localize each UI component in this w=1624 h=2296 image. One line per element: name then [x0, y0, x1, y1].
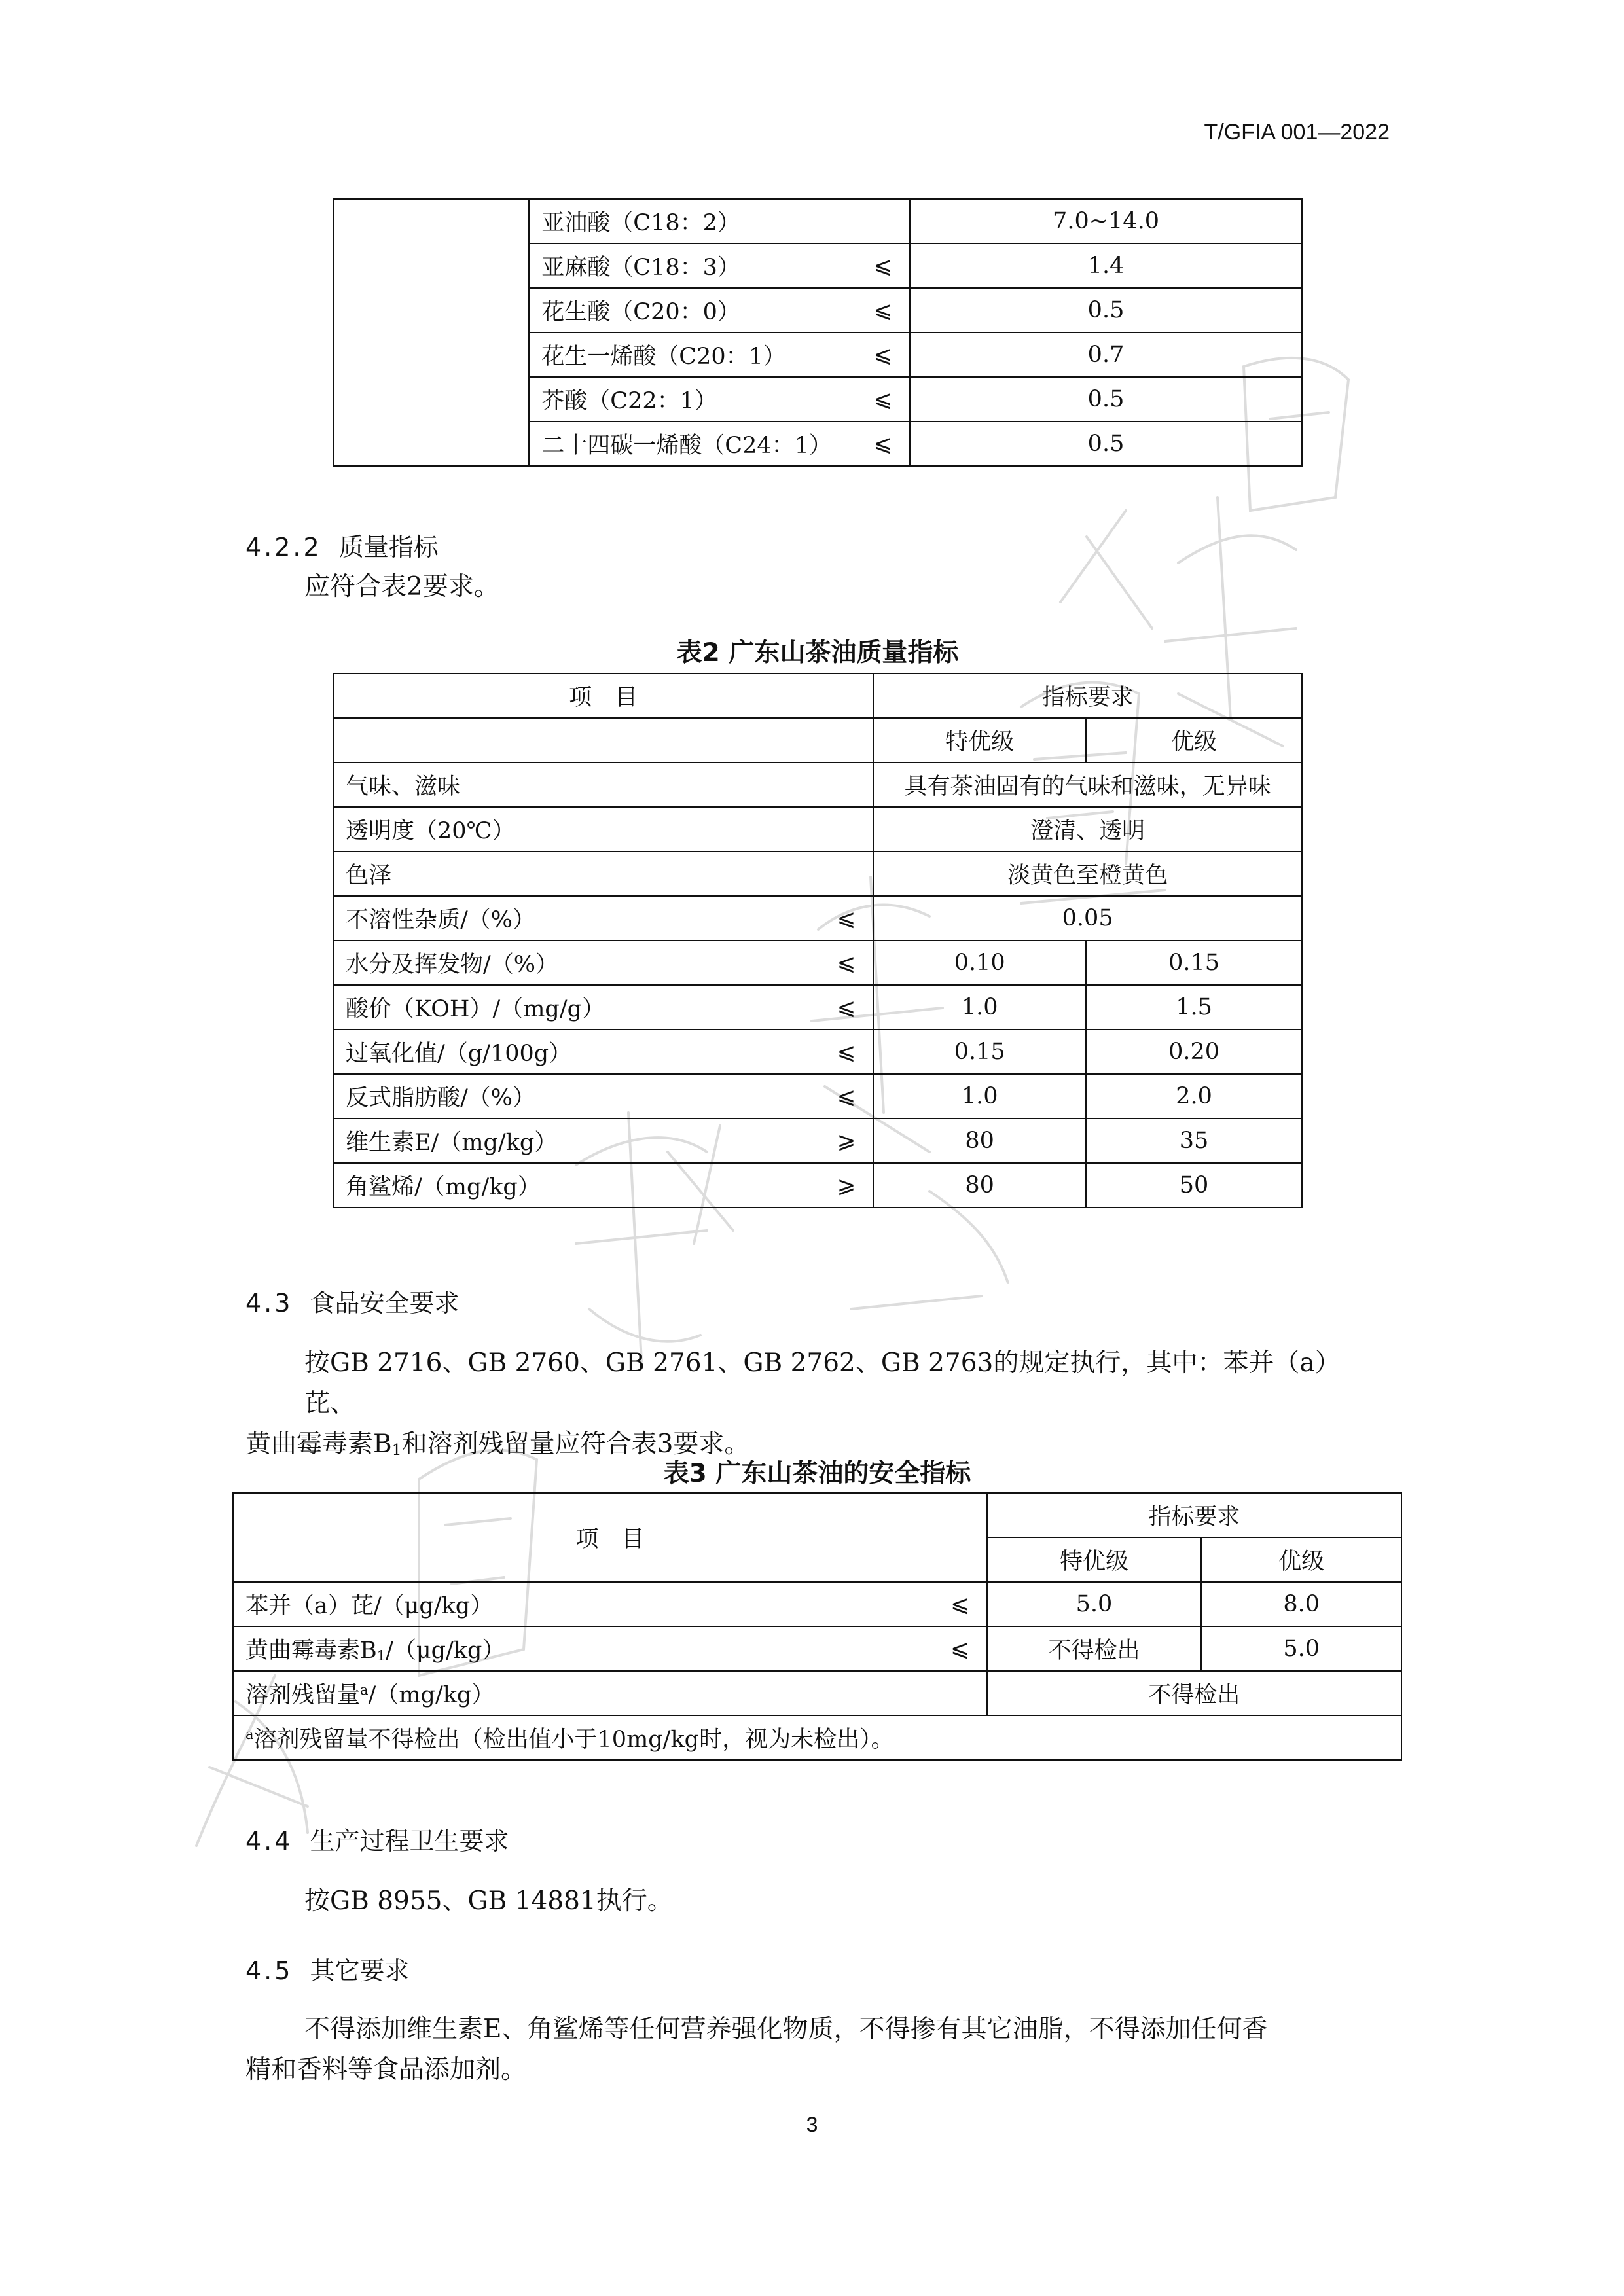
section-heading-4-2-2: 4.2.2 质量指标 — [245, 533, 439, 562]
fatty-acid-name: 亚油酸（C18：2） — [529, 199, 910, 243]
table-footnote-row — [233, 1715, 1401, 1760]
table-row — [333, 1163, 1302, 1208]
quality-value-superior: 2.0 — [1086, 1074, 1302, 1119]
quality-item-name: 色泽 — [333, 852, 873, 896]
header-grade-superior: 优级 — [1201, 1537, 1401, 1582]
fatty-acid-value: 0.5 — [910, 377, 1302, 422]
section-heading-4-4: 4.4 生产过程卫生要求 — [245, 1827, 509, 1856]
quality-item-name: 酸价（KOH）/（mg/g） ⩽ — [333, 985, 873, 1030]
quality-item-name: 角鲨烯/（mg/kg） ⩾ — [333, 1163, 873, 1208]
header-grade-premium: 特优级 — [873, 718, 1086, 762]
header-blank — [333, 718, 873, 762]
section-text-4-5 — [245, 2009, 1384, 2090]
safety-item-name: 黄曲霉毒素$B_1/(\mu g/kg)$ ⩽ — [233, 1626, 987, 1671]
table-row — [333, 807, 1302, 852]
quality-item-name: 水分及挥发物/（%） ⩽ — [333, 941, 873, 985]
header-requirement: 指标要求 — [873, 673, 1302, 718]
quality-value: 淡黄色至橙黄色 — [873, 852, 1302, 896]
fatty-acid-value: 7.0~14.0 — [910, 199, 1302, 243]
quality-value-premium: 0.15 — [873, 1030, 1086, 1074]
table-row — [333, 896, 1302, 941]
section-heading-4-5: 4.5 其它要求 — [245, 1956, 410, 1985]
table2-caption: 表2 广东山茶油质量指标 — [676, 638, 959, 668]
quality-value-superior: 35 — [1086, 1119, 1302, 1163]
section-text-4-3 — [245, 1343, 1384, 1470]
fatty-acid-name: 花生一烯酸（C20：1） ⩽ — [529, 332, 910, 377]
safety-value-premium: 5.0 — [987, 1582, 1202, 1626]
section-text-4-2-2: 应符合表2要求。 — [304, 572, 499, 601]
quality-value-superior: 1.5 — [1086, 985, 1302, 1030]
safety-item-name: 苯并（a）芘/（μg/kg） ⩽ — [233, 1582, 987, 1626]
fatty-acid-name: 芥酸（C22：1） ⩽ — [529, 377, 910, 422]
quality-value-premium: 1.0 — [873, 985, 1086, 1030]
safety-item-name: 溶剂残留量$^a$/（mg/kg） — [233, 1671, 987, 1715]
fatty-acid-value: 1.4 — [910, 243, 1302, 288]
page-number: 3 — [806, 2113, 818, 2136]
table-row — [333, 762, 1302, 807]
safety-value-superior: 8.0 — [1201, 1582, 1401, 1626]
header-item: 项 目 — [233, 1493, 987, 1582]
quality-item-name: 维生素E/（mg/kg） ⩾ — [333, 1119, 873, 1163]
quality-value-premium: 1.0 — [873, 1074, 1086, 1119]
table-row — [333, 985, 1302, 1030]
quality-value-premium: 80 — [873, 1119, 1086, 1163]
quality-item-name: 透明度（20℃） — [333, 807, 873, 852]
table-header-row — [233, 1493, 1401, 1537]
quality-item-name: 过氧化值/（g/100g） ⩽ — [333, 1030, 873, 1074]
fatty-acid-table-continued — [333, 198, 1303, 467]
safety-value-superior: 5.0 — [1201, 1626, 1401, 1671]
quality-index-table — [333, 673, 1303, 1208]
section-text-4-4: 按GB 8955、GB 14881执行。 — [304, 1886, 673, 1916]
table-row — [233, 1626, 1401, 1671]
fatty-acid-name: 二十四碳一烯酸（C24：1） ⩽ — [529, 422, 910, 466]
quality-value: 具有茶油固有的气味和滋味，无异味 — [873, 762, 1302, 807]
fatty-acid-name: 亚麻酸（C18：3） ⩽ — [529, 243, 910, 288]
table-row — [333, 199, 1302, 243]
header-grade-premium: 特优级 — [987, 1537, 1202, 1582]
quality-item-name: 不溶性杂质/（%） ⩽ — [333, 896, 873, 941]
table-row — [333, 1119, 1302, 1163]
standard-code: T/GFIA 001—2022 — [1204, 120, 1390, 145]
section-text-line: 按GB 2716、GB 2760、GB 2761、GB 2762、GB 2763的规定执行，其中：苯并（a）芘、 — [304, 1348, 1341, 1418]
header-requirement: 指标要求 — [987, 1493, 1401, 1537]
safety-index-table — [232, 1492, 1402, 1761]
section-text-line: 精和香料等食品添加剂。 — [245, 2055, 527, 2085]
fatty-acid-value: 0.7 — [910, 332, 1302, 377]
quality-value: 澄清、透明 — [873, 807, 1302, 852]
quality-value: 0.05 — [873, 896, 1302, 941]
table3-caption: 表3 广东山茶油的安全指标 — [663, 1459, 971, 1488]
table-row — [333, 1074, 1302, 1119]
quality-value-superior: 0.15 — [1086, 941, 1302, 985]
table-header-row — [333, 718, 1302, 762]
section-text-line: 不得添加维生素E、角鲨烯等任何营养强化物质，不得掺有其它油脂，不得添加任何香 — [304, 2015, 1268, 2044]
table-footnote: $^a$溶剂残留量不得检出（检出值小于10mg/kg时，视为未检出）。 — [233, 1715, 1401, 1760]
table-header-row — [333, 673, 1302, 718]
fatty-acid-value: 0.5 — [910, 288, 1302, 332]
quality-value-premium: 0.10 — [873, 941, 1086, 985]
quality-value-superior: 0.20 — [1086, 1030, 1302, 1074]
table-row — [333, 852, 1302, 896]
header-grade-superior: 优级 — [1086, 718, 1302, 762]
section-heading-4-3: 4.3 食品安全要求 — [245, 1289, 460, 1318]
quality-item-name: 气味、滋味 — [333, 762, 873, 807]
fatty-acid-value: 0.5 — [910, 422, 1302, 466]
table-row — [233, 1671, 1401, 1715]
header-item: 项 目 — [333, 673, 873, 718]
safety-value-premium: 不得检出 — [987, 1626, 1202, 1671]
safety-value: 不得检出 — [987, 1671, 1401, 1715]
table-row — [333, 1030, 1302, 1074]
merged-category-cell — [333, 199, 529, 466]
quality-value-superior: 50 — [1086, 1163, 1302, 1208]
section-text-line: 黄曲霉毒素$B_1$和溶剂残留量应符合表3要求。 — [245, 1429, 750, 1459]
table-row — [233, 1582, 1401, 1626]
fatty-acid-name: 花生酸（C20：0） ⩽ — [529, 288, 910, 332]
table-row — [333, 941, 1302, 985]
quality-item-name: 反式脂肪酸/（%） ⩽ — [333, 1074, 873, 1119]
quality-value-premium: 80 — [873, 1163, 1086, 1208]
